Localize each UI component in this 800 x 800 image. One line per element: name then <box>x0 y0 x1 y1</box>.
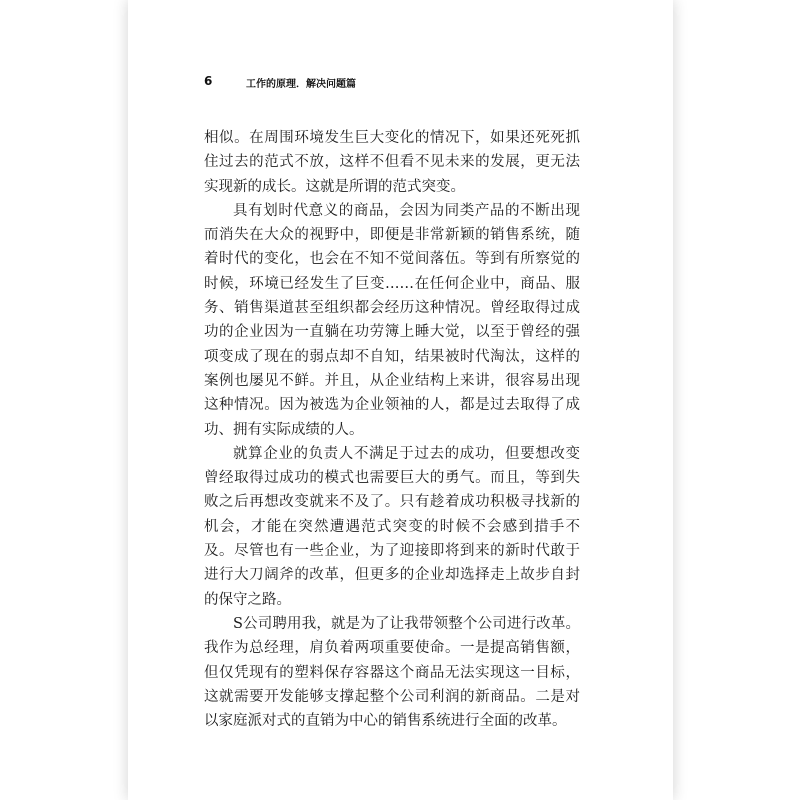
paragraph-continued: 相似。在周围环境发生巨大变化的情况下，如果还死死抓住过去的范式不放，这样不但看不见未来的发展，更无法实现新的成长。这就是所谓的范式突变。 <box>204 130 580 195</box>
book-title: 工作的原理．解决问题篇 <box>246 79 356 90</box>
body-text <box>204 126 580 733</box>
paragraph: S公司聘用我，就是为了让我带领整个公司进行改革。我作为总经理，肩负着两项重要使命。一是提高销售额，但仅凭现有的塑料保存容器这个商品无法实现这一目标，这就需要开发能够支撑起整个公司利润的新商品。二是对以家庭派对式的直销为中心的销售系统进行全面的改革。 <box>204 615 580 730</box>
paragraph: 就算企业的负责人不满足于过去的成功，但要想改变曾经取得过成功的模式也需要巨大的勇气。而且，等到失败之后再想改变就来不及了。只有趁着成功积极寻找新的机会，才能在突然遭遇范式突变的时候不会感到措手不及。尽管也有一些企业，为了迎接即将到来的新时代敢于进行大刀阔斧的改革，但更多的企业却选择走上故步自封的保守之路。 <box>204 445 580 608</box>
page-number: 6 <box>204 74 213 88</box>
paragraph: 具有划时代意义的商品，会因为同类产品的不断出现而消失在大众的视野中，即便是非常新颖的销售系统，随着时代的变化，也会在不知不觉间落伍。等到有所察觉的时候，环境已经发生了巨变……在任何企业中，商品、服务、销售渠道甚至组织都会经历这种情况。曾经取得过成功的企业因为一直躺在功劳簿上睡大觉，以至于曾经的强项变成了现在的弱点却不自知，结果被时代淘汰，这样的案例也屡见不鲜。并且，从企业结构上来讲，很容易出现这种情况。因为被选为企业领袖的人，都是过去取得了成功、拥有实际成绩的人。 <box>204 202 580 438</box>
